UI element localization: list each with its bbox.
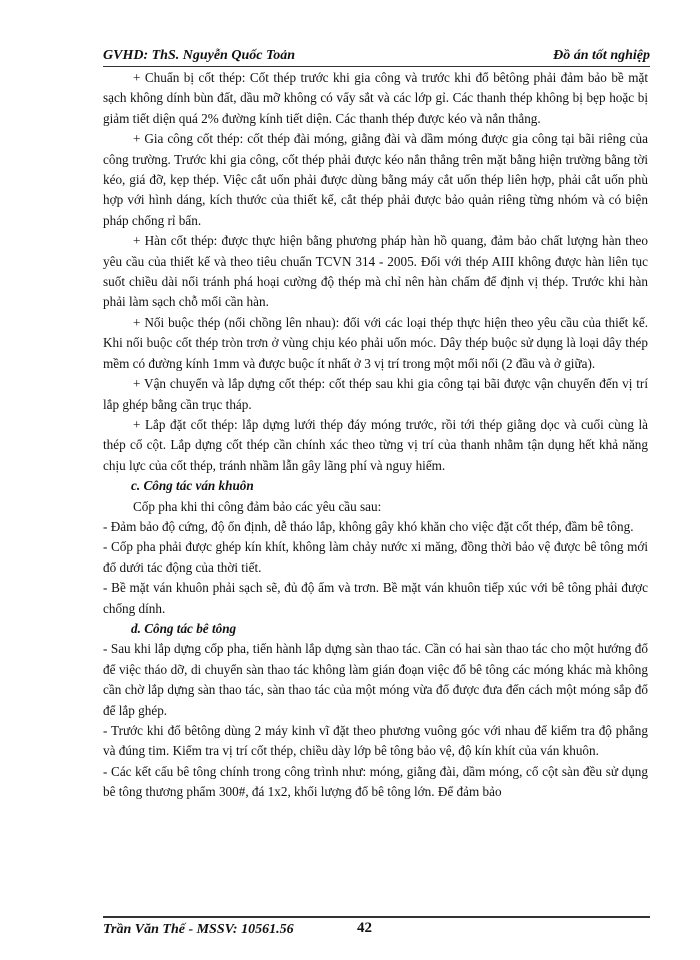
paragraph-process-rebar: + Gia công cốt thép: cốt thép đài móng, giằng đài và dầm móng được gia công tại bãi riêng của công trường. Trước khi gia công, cốt thép phải được kéo nắn thẳng trên mặt bằng hiện trường bằng tời kéo, giá đỡ, kẹp thép. Việc cắt uốn phải được dùng bằng máy cắt uốn thép liên hợp, phải cắt uốn phù hợp với hình dáng, kích thước của thiết kế, cắt thép phải được bảo quản riêng từng nhóm và có biện pháp chống rỉ bẩn. — [103, 131, 648, 228]
paragraph-weld-rebar: + Hàn cốt thép: được thực hiện bằng phương pháp hàn hồ quang, đảm bảo chất lượng hàn theo yêu cầu của thiết kế và theo tiêu chuẩn TCVN 314 - 2005. Đối với thép AIII không được hàn liên tục suốt chiều dài nối tránh phá hoại cường độ thép mà chỉ nên hàn chấm để định vị thép. Trước khi hàn phải làm sạch chỗ mối cần hàn. — [103, 233, 648, 310]
section-heading-concrete: d. Công tác bê tông — [131, 620, 237, 636]
concrete-item: - Các kết cấu bê tông chính trong công trình như: móng, giằng đài, dầm móng, cổ cột sàn đều sử dụng bê tông thương phẩm 300#, đá 1x2, khối lượng đổ bê tông lớn. Để đảm bảo — [103, 763, 648, 800]
paragraph-transport-rebar: + Vận chuyển và lắp dựng cốt thép: cốt thép sau khi gia công tại bãi được vận chuyển đến vị trí lắp ghép bằng cần trục tháp. — [103, 376, 648, 412]
paragraph-install-rebar: + Lắp đặt cốt thép: lắp dựng lưới thép đáy móng trước, rồi tới thép giằng dọc và cuối cùng là thép cổ cột. Lắp dựng cốt thép cần chính xác theo từng vị trí của thanh nhằm tận dụng hết khả năng chịu lực của cốt thép, tránh nhầm lẫn gây lãng phí và nguy hiểm. — [103, 416, 648, 473]
document-type-label: Đồ án tốt nghiệp — [553, 48, 650, 63]
formwork-item: - Cốp pha phải được ghép kín khít, không làm chảy nước xi măng, đồng thời bảo vệ được bê tông mới đổ dưới tác động của thời tiết. — [103, 539, 648, 575]
document-body — [103, 68, 648, 803]
formwork-item: - Bề mặt ván khuôn phải sạch sẽ, đủ độ ẩm và trơn. Bề mặt ván khuôn tiếp xúc với bê tông phải được chống dính. — [103, 580, 648, 616]
supervisor-label: GVHD: ThS. Nguyễn Quốc Toản — [103, 48, 296, 63]
paragraph-tie-rebar: + Nối buộc thép (nối chồng lên nhau): đối với các loại thép thực hiện theo yêu cầu của thiết kế. Khi nối buộc cốt thép tròn trơn ở vùng chịu kéo phải uốn móc. Dây thép buộc sử dụng là loại dây thép mềm có đường kính 1mm và được buộc ít nhất ở 3 vị trí trong một mối nối (2 đầu và ở giữa). — [103, 314, 648, 371]
concrete-item: - Trước khi đổ bêtông dùng 2 máy kinh vĩ đặt theo phương vuông góc với nhau để kiểm tra độ phẳng và đúng tim. Kiểm tra vị trí cốt thép, chiều dày lớp bê tông bảo vệ, độ kín khít của ván khuôn. — [103, 723, 648, 759]
formwork-item: - Đảm bảo độ cứng, độ ổn định, dễ tháo lắp, không gây khó khăn cho việc đặt cốt thép, đầm bê tông. — [103, 518, 634, 534]
paragraph-prepare-rebar: + Chuẩn bị cốt thép: Cốt thép trước khi gia công và trước khi đổ bêtông phải đảm bảo bề mặt sạch không dính bùn đất, dầu mỡ không có vẩy sắt và các lớp gỉ. Các thanh thép không bị bẹp hoặc bị giảm tiết diện quá 2% đường kính tiết diện. Các thanh thép được kéo và nắn thẳng. — [103, 70, 648, 126]
page-footer — [103, 916, 650, 940]
page-number: 42 — [357, 920, 372, 936]
concrete-item: - Sau khi lắp dựng cốp pha, tiến hành lắp dựng sàn thao tác. Cần có hai sàn thao tác cho một hướng đổ để việc tháo dỡ, di chuyển sàn thao tác không làm gián đoạn việc đổ bê tông các móng khác mà không cần chờ lắp dựng sàn thao tác, sàn thao tác của một móng vừa đổ được đưa đến cách một móng sắp đổ để lắp ghép. — [103, 641, 648, 718]
page-header — [103, 46, 650, 67]
author-label: Trần Văn Thế - MSSV: 10561.56 — [103, 922, 294, 937]
section-heading-formwork: c. Công tác ván khuôn — [131, 478, 254, 494]
formwork-intro: Cốp pha khi thi công đảm bảo các yêu cầu sau: — [133, 498, 382, 514]
